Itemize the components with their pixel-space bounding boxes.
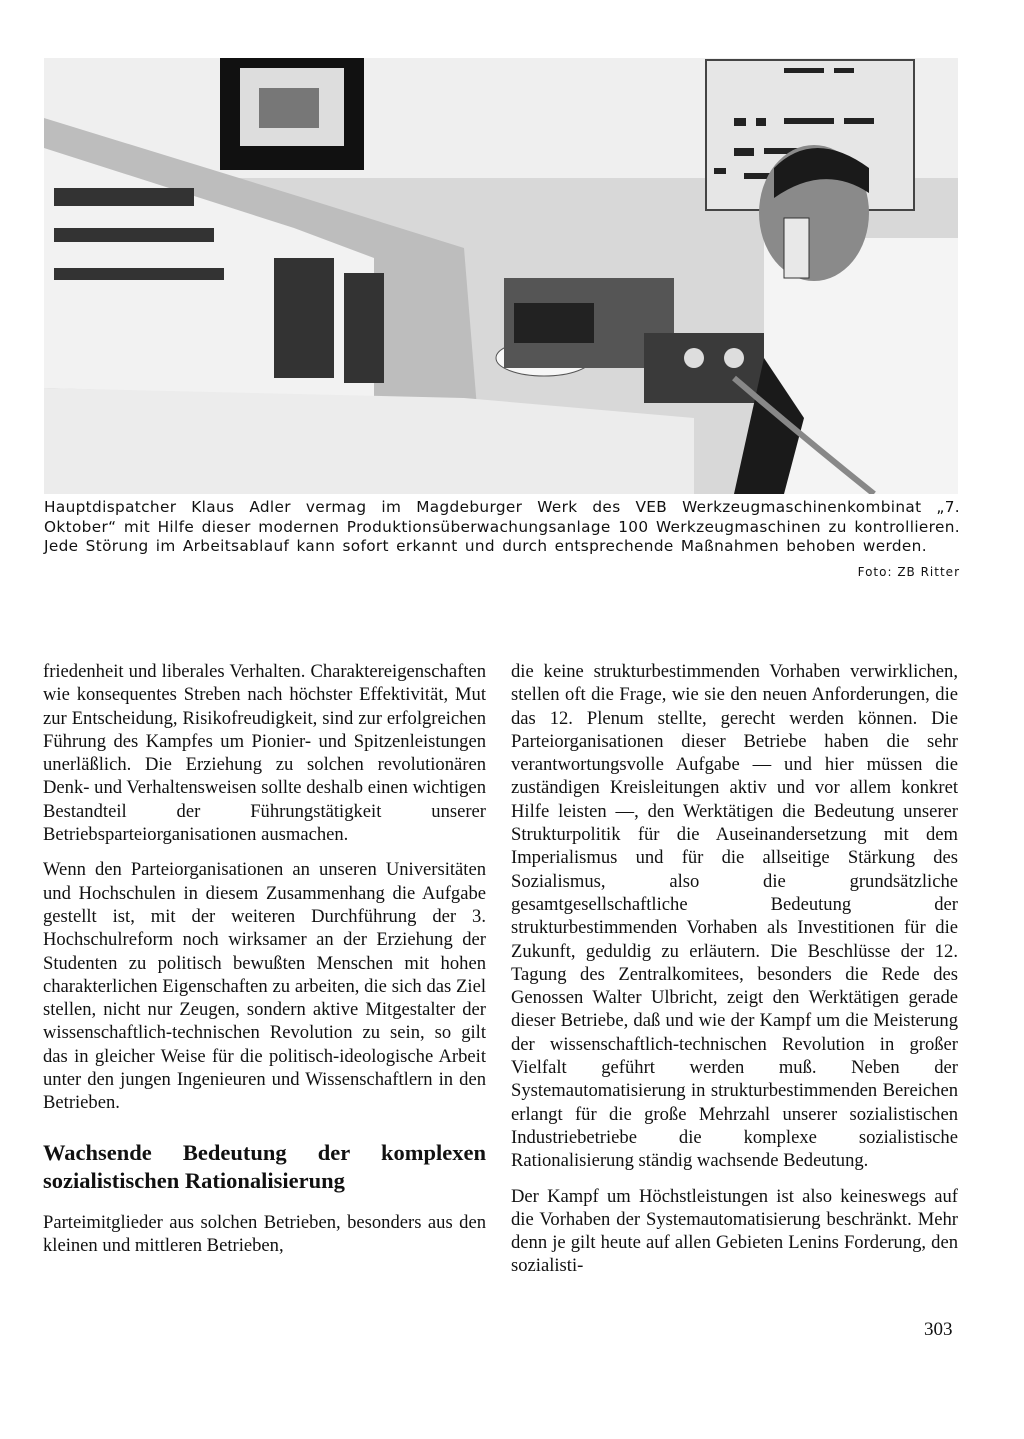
right-paragraph-1: die keine strukturbestimmenden Vorhaben verwirklichen, stellen oft die Frage, wie sie den neuen Anforderungen, die das 12. Plenum stellte, gerecht werden können. Die Parteiorganisationen dieser Betriebe haben die sehr verantwortungsvolle Aufgabe — und hier müssen die zuständigen Kreisleitungen aktiv und vor allem konkret Hilfe leisten —, den Werktätigen die Bedeutung unserer Strukturpolitik für die Auseinandersetzung mit dem Imperialismus und für die allseitige Stärkung des Sozialismus, also die grundsätzliche gesamtgesellschaftliche Bedeutung der strukturbestimmenden Vorhaben als Investitionen für die Zukunft, geduldig zu erläutern. Die Beschlüsse der 12. Tagung des Zentralkomitees, besonders die Rede des Genossen Walter Ulbricht, zeigt den Werktätigen gerade dieser Betriebe, daß und wie der Kampf um die Meisterung der wissenschaftlich-technischen Revolution in großer Vielfalt geführt werden muß. Neben der Systemautomatisierung in strukturbestimmenden Bereichen erlangt für die große Mehrzahl unserer sozialistischen Industriebetriebe die komplexe sozialistische Rationalisierung ständig wachsende Bedeutung.: [511, 661, 958, 1172]
section-heading: Wachsende Bedeutung der komplexen sozialistischen Rationalisierung: [43, 1139, 486, 1193]
photo-credit: Foto: ZB Ritter: [857, 565, 960, 579]
photo-icon: [44, 58, 958, 494]
photo: [44, 58, 958, 494]
page-number: 303: [924, 1319, 953, 1340]
right-column: [511, 660, 958, 1290]
right-paragraph-2: Der Kampf um Höchstleistungen ist also keineswegs auf die Vorhaben der Systemautomatisierung beschränkt. Mehr denn je gilt heute auf allen Gebieten Lenins Forderung, den sozialisti-: [511, 1185, 958, 1277]
left-paragraph-2: Wenn den Parteiorganisationen an unseren Universitäten und Hochschulen in diesem Zusammenhang die Aufgabe gestellt ist, mit der weiteren Durchführung der 3. Hochschulreform noch wirksamer an der Erziehung der Studenten zu politisch bewußten Menschen mit hohen charakterlichen Eigenschaften zu arbeiten, die sich das Ziel stellen, nicht nur Zeugen, sondern aktive Mitgestalter der wissenschaftlich-technischen Revolution zu sein, so gilt das in gleicher Weise für die politisch-ideologische Arbeit unter den jungen Ingenieuren und Wissenschaftlern in den Betrieben.: [43, 859, 486, 1114]
caption-text: Hauptdispatcher Klaus Adler vermag im Magdeburger Werk des VEB Werkzeugmaschinenkombinat „7. Oktober“ mit Hilfe dieser modernen Produktionsüberwachungsanlage 100 Werkzeugmaschinen zu kontrollieren. Jede Störung im Arbeitsablauf kann sofort erkannt und durch entsprechende Maßnahmen behoben werden.: [44, 498, 960, 555]
left-paragraph-1: friedenheit und liberales Verhalten. Charaktereigenschaften wie konsequentes Streben nach höchster Effektivität, Mut zur Entscheidung, Risikofreudigkeit, sind zur erfolgreichen Führung des Kampfes um Pionier- und Spitzenleistungen unerläßlich. Die Erziehung zu solchen revolutionären Denk- und Verhaltensweisen sollte deshalb einen wichtigen Bestandteil der Führungstätigkeit unserer Betriebsparteiorganisationen ausmachen.: [43, 661, 486, 846]
photo-caption: [44, 498, 960, 557]
left-paragraph-3: Parteimitglieder aus solchen Betrieben, besonders aus den kleinen und mittleren Betrieben,: [43, 1211, 486, 1256]
left-column: [43, 660, 486, 1269]
